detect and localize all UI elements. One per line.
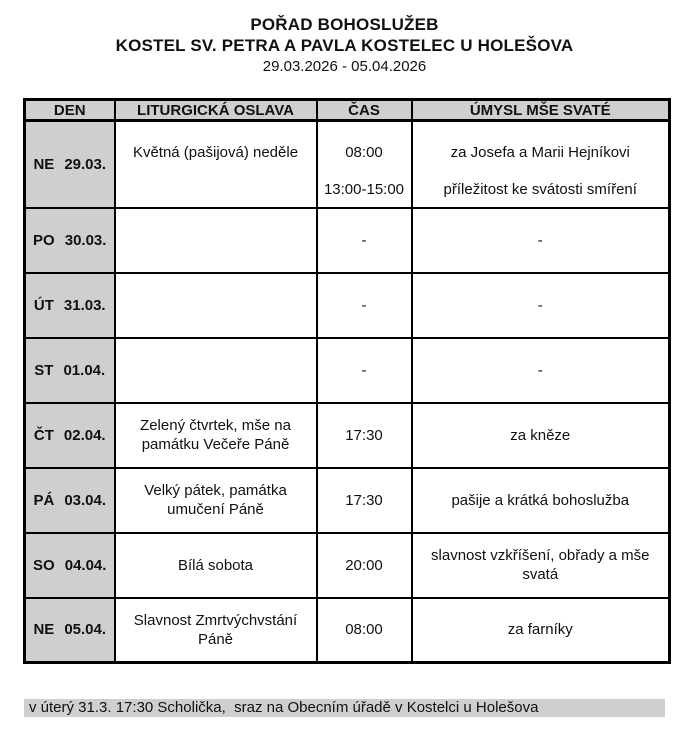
day-cell <box>25 403 115 468</box>
day-cell <box>25 338 115 403</box>
day-abbrev: ÚT <box>33 296 54 314</box>
liturgy-cell: Květná (pašijová) neděle <box>115 121 317 208</box>
intention-cell: - <box>412 273 670 338</box>
liturgy-cell <box>115 208 317 273</box>
day-abbrev: NE <box>33 155 55 173</box>
time-entry: 08:00 <box>345 144 383 161</box>
day-cell <box>25 121 115 208</box>
date-range: 29.03.2026 - 05.04.2026 <box>262 58 427 75</box>
day-abbrev: ST <box>34 361 54 379</box>
table-row-ne-29-03 <box>25 121 670 208</box>
intention-cell: za kněze <box>412 403 670 468</box>
column-header-liturgicka-oslava: LITURGICKÁ OSLAVA <box>115 100 317 121</box>
day-cell <box>25 533 115 598</box>
day-abbrev: PO <box>33 231 55 249</box>
column-header-den: DEN <box>25 100 115 121</box>
intention-cell: slavnost vzkříšení, obřady a mše svatá <box>412 533 670 598</box>
table-row-ne-05-04 <box>25 598 670 663</box>
title-block <box>0 0 689 77</box>
time-cell: 20:00 <box>317 533 412 598</box>
table-row-ct-02-04 <box>25 403 670 468</box>
day-date: 05.04. <box>64 621 107 639</box>
intention-cell <box>412 121 670 208</box>
page-title: POŘAD BOHOSLUŽEB <box>250 15 439 34</box>
day-cell <box>25 468 115 533</box>
intention-cell: - <box>412 208 670 273</box>
time-cell: - <box>317 208 412 273</box>
column-header-cas: ČAS <box>317 100 412 121</box>
liturgy-cell: Bílá sobota <box>115 533 317 598</box>
table-row-st-01-04 <box>25 338 670 403</box>
time-cell: - <box>317 338 412 403</box>
intention-cell: za farníky <box>412 598 670 663</box>
day-date: 02.04. <box>63 426 106 444</box>
liturgy-cell: Velký pátek, památka umučení Páně <box>115 468 317 533</box>
time-cell: - <box>317 273 412 338</box>
liturgy-cell: Zelený čtvrtek, mše na památku Večeře Páně <box>115 403 317 468</box>
intention-cell: pašije a krátká bohoslužba <box>412 468 670 533</box>
header-row <box>25 100 670 121</box>
time-cell: 17:30 <box>317 403 412 468</box>
intention-entry: za Josefa a Marii Hejníkovi <box>450 144 630 161</box>
day-cell <box>25 208 115 273</box>
day-abbrev: ČT <box>33 426 54 444</box>
liturgy-cell <box>115 273 317 338</box>
time-cell: 17:30 <box>317 468 412 533</box>
day-date: 01.04. <box>63 361 106 379</box>
time-entry: 13:00-15:00 <box>323 181 405 198</box>
liturgy-cell <box>115 338 317 403</box>
church-name: KOSTEL SV. PETRA A PAVLA KOSTELEC U HOLEŠOVA <box>115 36 574 55</box>
table-row-so-04-04 <box>25 533 670 598</box>
footer-note: v úterý 31.3. 17:30 Scholička, sraz na Obecním úřadě v Kostelci u Holešova <box>24 699 665 717</box>
intention-entry: příležitost ke svátosti smíření <box>443 181 637 198</box>
table-row-pa-03-04 <box>25 468 670 533</box>
table-row-ut-31-03 <box>25 273 670 338</box>
day-date: 03.04. <box>64 491 107 509</box>
day-abbrev: SO <box>33 556 55 574</box>
schedule-table <box>23 98 671 664</box>
time-cell: 08:00 <box>317 598 412 663</box>
column-header-umysl-mse-svate: ÚMYSL MŠE SVATÉ <box>412 100 670 121</box>
day-abbrev: PÁ <box>33 491 55 509</box>
liturgy-cell: Slavnost Zmrtvýchvstání Páně <box>115 598 317 663</box>
day-date: 29.03. <box>64 155 107 173</box>
time-cell <box>317 121 412 208</box>
intention-cell: - <box>412 338 670 403</box>
day-date: 30.03. <box>64 231 107 249</box>
day-date: 31.03. <box>63 296 106 314</box>
table-row-po-30-03 <box>25 208 670 273</box>
day-cell <box>25 273 115 338</box>
day-date: 04.04. <box>64 556 107 574</box>
day-cell <box>25 598 115 663</box>
day-abbrev: NE <box>33 621 55 639</box>
